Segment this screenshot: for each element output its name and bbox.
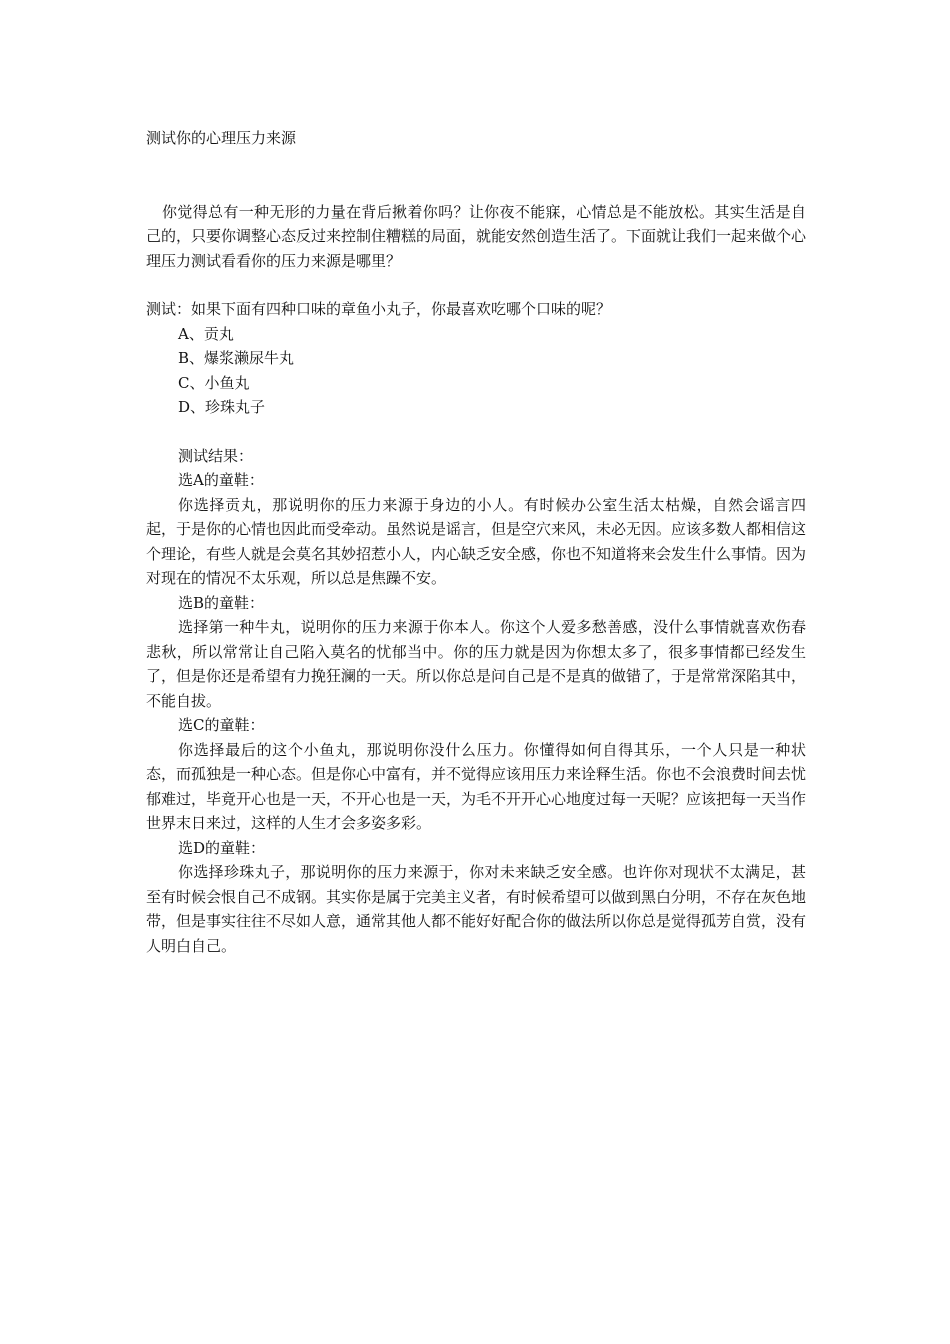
result-c-text: 你选择最后的这个小鱼丸，那说明你没什么压力。你懂得如何自得其乐，一个人只是一种状态，而孤独是一种心态。但是你心中富有，并不觉得应该用压力来诠释生活。你也不会浪费时间去忧郁难过，毕竟开心也是一天，不开心也是一天，为毛不开开心心地度过每一天呢？应该把每一天当作世界末日来过，这样的人生才会多姿多彩。 [146,740,807,832]
result-d-text: 你选择珍珠丸子，那说明你的压力来源于，你对未来缺乏安全感。也许你对现状不太满足，甚至有时候会恨自己不成钢。其实你是属于完美主义者，有时候希望可以做到黑白分明，不存在灰色地带，但是事实往往不尽如人意，通常其他人都不能好好配合你的做法所以你总是觉得孤芳自赏，没有人明白自己。 [146,863,807,955]
document-title: 测试你的心理压力来源 [146,129,297,147]
intro-paragraph: 你觉得总有一种无形的力量在背后揪着你吗？让你夜不能寐，心情总是不能放松。其实生活是自己的，只要你调整心态反过来控制住糟糕的局面，就能安然创造生活了。下面就让我们一起来做个心理压力测试看看你的压力来源是哪里？ [146,202,807,270]
result-d-label: 选D的童鞋： [178,838,266,857]
result-a-label: 选A的童鞋： [178,471,264,489]
result-b-label: 选B的童鞋： [178,593,265,612]
result-c-label: 选C的童鞋： [178,716,265,734]
option-c: C、小鱼丸 [178,373,250,392]
option-a: A、贡丸 [178,324,234,343]
result-a-text: 你选择贡丸，那说明你的压力来源于身边的小人。有时候办公室生活太枯燥，自然会谣言四起，于是你的心情也因此而受牵动。虽然说是谣言，但是空穴来风，未必无因。应该多数人都相信这个理论，有些人就是会莫名其妙招惹小人，内心缺乏安全感，你也不知道将来会发生什么事情。因为对现在的情况不太乐观，所以总是焦躁不安。 [146,495,807,587]
test-question: 测试：如果下面有四种口味的章鱼小丸子，你最喜欢吃哪个口味的呢？ [146,300,612,318]
option-list [146,322,806,420]
results-heading: 测试结果： [178,446,254,465]
document-body [146,126,806,958]
option-d: D、珍珠丸子 [178,398,266,416]
option-b: B、爆浆濑尿牛丸 [178,349,295,367]
result-b-text: 选择第一种牛丸，说明你的压力来源于你本人。你这个人爱多愁善感，没什么事情就喜欢伤春悲秋，所以常常让自己陷入莫名的忧郁当中。你的压力就是因为你想太多了，很多事情都已经发生了，但是你还是希望有力挽狂澜的一天。所以你总是问自己是不是真的做错了，于是常常深陷其中，不能自拔。 [146,618,807,710]
